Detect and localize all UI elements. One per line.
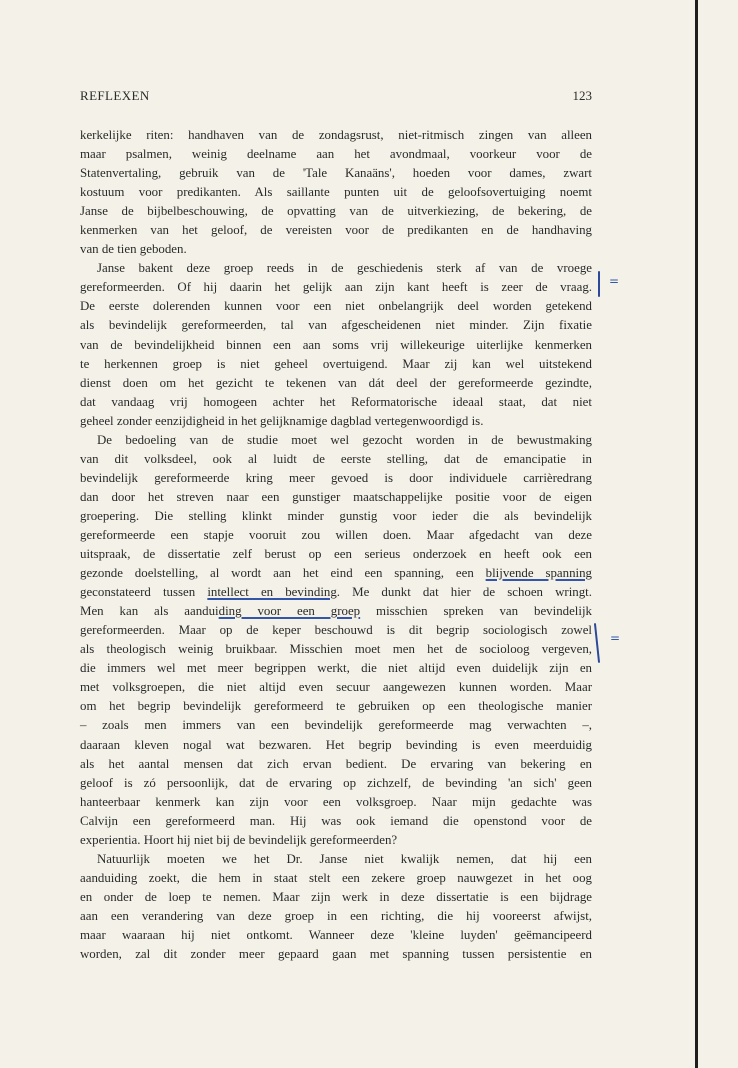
running-title: REFLEXEN bbox=[80, 88, 150, 103]
text-line: dienst doen om het gezicht te tekenen van dát deel der gereformeerde gezindte, bbox=[80, 375, 592, 390]
underlined-phrase: intellect en bevinding bbox=[207, 585, 337, 600]
text-line: Calvijn een gereformeerd man. Hij was ook iemand die openstond voor de bbox=[80, 813, 592, 828]
page-edge-shadow bbox=[695, 0, 698, 1068]
text-line: daaraan kleven nogal wat bezwaren. Het begrip bevinding is even meerduidig bbox=[80, 737, 592, 752]
margin-bracket-mark bbox=[598, 271, 600, 297]
text-line: gereformeerde een stapje vooruit zou willen doen. Maar afgedacht van deze bbox=[80, 527, 592, 542]
margin-equals-mark: = bbox=[609, 274, 620, 288]
text-line: – zoals men immers van een bevindelijk gereformeerde mag verwachten –, bbox=[80, 718, 592, 733]
text-line-underlined bbox=[80, 583, 592, 602]
text-line: om het begrip bevindelijk gereformeerd te gebruiken op een theologische manier bbox=[80, 699, 592, 714]
text-line-underlined bbox=[80, 564, 592, 583]
text-line: uitspraak, de dissertatie zelf berust op een serieus onderzoek en heeft ook een bbox=[80, 547, 592, 562]
margin-equals-mark: = bbox=[610, 631, 621, 645]
text-line: bevindelijk gereformeerde kring meer gevoed is door individuele carrièredrang bbox=[80, 470, 592, 485]
text-line-underlined bbox=[80, 602, 592, 621]
text-line: van de bevindelijkheid binnen een aan soms vrij willekeurige uiterlijke kenmerken bbox=[80, 337, 592, 352]
text-line: groepering. Die stelling klinkt minder gunstig voor ieder die als bevindelijk bbox=[80, 508, 592, 523]
underlined-phrase: ding voor een groep bbox=[218, 604, 361, 619]
text-line: Janse bakent deze groep reeds in de geschiedenis sterk af van de vroege bbox=[97, 261, 592, 276]
text-line: met volksgroepen, die niet altijd even secuur aangewezen kunnen worden. Maar bbox=[80, 680, 592, 695]
text-line: als theologisch weinig bruikbaar. Misschien moet men het de socioloog vergeven, bbox=[80, 642, 592, 657]
line-prefix: geconstateerd tussen bbox=[80, 585, 208, 600]
underlined-phrase: blijvende spanning bbox=[485, 566, 592, 581]
text-line: als bevindelijk gereformeerden, tal van afgescheidenen niet minder. Zijn fixatie bbox=[80, 318, 592, 333]
text-line: geloof is zó persoonlijk, dat de ervaring op zichzelf, de bevinding 'an sich' geen bbox=[80, 775, 592, 790]
text-line: dan door het streven naar een gunstiger maatschappelijke positie voor de eigen bbox=[80, 489, 592, 504]
text-line: Natuurlijk moeten we het Dr. Janse niet kwalijk nemen, dat hij een bbox=[97, 851, 592, 866]
page-header bbox=[80, 88, 592, 108]
text-line: maar waaraan hij niet ontkomt. Wanneer deze 'kleine luyden' geëmancipeerd bbox=[80, 927, 592, 942]
text-line: aan een verandering van deze groep in een richting, die hij vooreerst afwijst, bbox=[80, 908, 592, 923]
text-line: worden, zal dit zonder meer gepaard gaan met spanning tussen persistentie en bbox=[80, 947, 592, 962]
text-line: van de tien geboden. bbox=[80, 242, 187, 257]
text-line: kostuum voor predikanten. Als saillante punten uit de geloofsovertuiging noemt bbox=[80, 185, 592, 200]
text-line: hanteerbaar kenmerk kan zijn voor een volksgroep. Naar mijn gedachte was bbox=[80, 794, 592, 809]
body-text bbox=[80, 126, 592, 964]
text-line: maar psalmen, weinig deelname aan het avondmaal, voorkeur voor de bbox=[80, 147, 592, 162]
line-prefix: Men kan als aandui bbox=[80, 604, 219, 619]
text-line: te herkennen groep is niet geheel overtuigend. Maar zij kan wel uitstekend bbox=[80, 356, 592, 371]
text-line: geheel zonder eenzijdigheid in het gelijknamige dagblad vertegenwoordigd is. bbox=[80, 413, 484, 428]
text-line: gereformeerden. Maar op de keper beschouwd is dit begrip sociologisch zowel bbox=[80, 623, 592, 638]
page-number: 123 bbox=[572, 88, 592, 103]
line-suffix: . Me dunkt dat hier de schoen wringt. bbox=[336, 585, 592, 600]
text-line: van dit volksdeel, ook al luidt de eerste stelling, dat de emancipatie in bbox=[80, 451, 592, 466]
text-line: gereformeerden. Of hij daarin het gelijk aan zijn kant heeft is zeer de vraag. bbox=[80, 280, 592, 295]
text-line: die immers wel met meer begrippen werkt, die niet altijd even duidelijk zijn en bbox=[80, 661, 592, 676]
text-line: aanduiding zoekt, die hem in staat stelt een zekere groep nauwgezet in het oog bbox=[80, 870, 592, 885]
text-line: als het aantal mensen dat zich ervan bedient. De ervaring van bekering en bbox=[80, 756, 592, 771]
line-prefix: gezonde doelstelling, al wordt aan het eind een spanning, een bbox=[80, 566, 486, 581]
text-line: kerkelijke riten: handhaven van de zondagsrust, niet-ritmisch zingen van alleen bbox=[80, 128, 592, 142]
text-line: en onder de loep te nemen. Maar zijn werk in deze dissertatie is een bijdrage bbox=[80, 889, 592, 904]
text-line: Janse de bijbelbeschouwing, de opvatting van de uitverkiezing, de bekering, de bbox=[80, 204, 592, 219]
text-line: Statenvertaling, gebruik van de 'Tale Kanaäns', hoeden voor dames, zwart bbox=[80, 166, 592, 181]
text-line: experientia. Hoort hij niet bij de bevindelijk gereformeerden? bbox=[80, 832, 398, 847]
text-line: dat vandaag vrij homogeen achter het Reformatorische ideaal staat, dat niet bbox=[80, 394, 592, 409]
text-line: De bedoeling van de studie moet wel gezocht worden in de bewustmaking bbox=[97, 432, 592, 447]
text-line: De eerste dolerenden kunnen voor een niet onbelangrijk deel worden getekend bbox=[80, 299, 592, 314]
margin-bracket-mark bbox=[594, 623, 600, 663]
text-line: kenmerken van het geloof, de vereisten voor de predikanten en de handhaving bbox=[80, 223, 592, 238]
line-suffix: misschien spreken van bevindelijk bbox=[360, 604, 593, 619]
